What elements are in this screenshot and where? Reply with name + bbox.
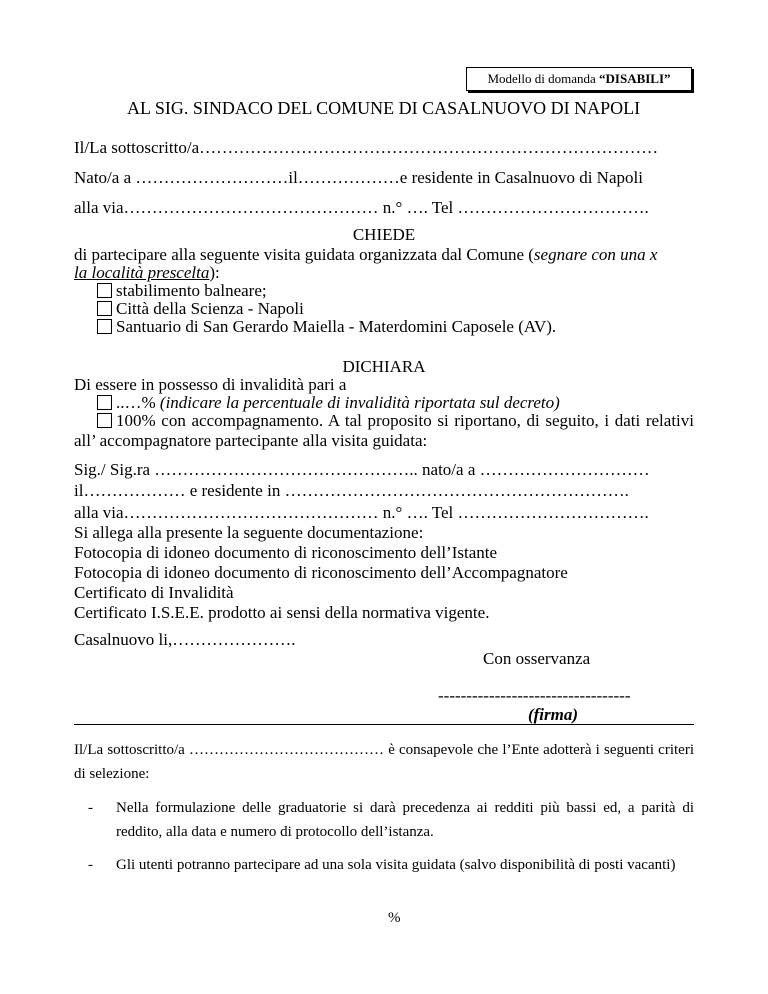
- attachment-item: Fotocopia di idoneo documento di riconoscimento dell’Istante: [74, 543, 498, 562]
- option-label: Città della Scienza - Napoli: [116, 299, 304, 318]
- dichiara-heading: DICHIARA: [342, 357, 426, 376]
- criteria-bullet: Nella formulazione delle graduatorie si darà precedenza ai redditi più bassi ed, a parità di reddito, alla data e numero di protocollo dell’istanza.: [116, 800, 694, 840]
- bullet-marker: -: [88, 857, 93, 873]
- companion-name-line: Sig./ Sig.ra ……………………………………….. nato/a a …………………………: [74, 460, 650, 479]
- request-text-main: di partecipare alla seguente visita guidata organizzata dal Comune (: [74, 245, 534, 264]
- percentage-blank: ..…%: [116, 393, 156, 412]
- criteria-bullet: Gli utenti potranno partecipare ad una sola visita guidata (salvo disponibilità di posti vacanti): [116, 857, 676, 873]
- request-text-cont: [74, 263, 220, 283]
- request-text-italic: segnare con una x: [533, 245, 658, 264]
- place-date-line: Casalnuovo li,………………….: [74, 630, 296, 649]
- criteria-intro: Il/La sottoscritto/a ………………………………… è consapevole che l’Ente adotterà i seguenti criteri di selezione:: [74, 742, 694, 782]
- chiede-heading: CHIEDE: [352, 225, 416, 244]
- applicant-address-line: alla via……………………………………… n.° …. Tel …………………………….: [74, 198, 649, 217]
- bullet-marker: -: [88, 800, 93, 816]
- form-model-label: Modello di domanda: [487, 71, 600, 86]
- option-label: Santuario di San Gerardo Maiella - Materdomini Caposele (AV).: [116, 317, 557, 336]
- form-model-tag: “DISABILI”: [599, 71, 671, 86]
- option-santuario[interactable]: [97, 317, 556, 337]
- attachment-item: Certificato I.S.E.E. prodotto ai sensi della normativa vigente.: [74, 603, 490, 622]
- footer-mark: %: [388, 910, 401, 926]
- option-label: stabilimento balneare;: [116, 281, 267, 300]
- accompaniment-label: 100% con accompagnamento. A tal proposito si riportano, di seguito, i dati relativi all’ accompagnatore partecipante alla visita guidata:: [74, 411, 694, 450]
- checkbox[interactable]: [97, 283, 112, 298]
- signature-label: (firma): [527, 705, 579, 724]
- signature-dash-line: ----------------------------------: [438, 686, 631, 705]
- request-text: [74, 245, 657, 265]
- closing-text: Con osservanza: [483, 649, 591, 668]
- option-accompaniment[interactable]: [74, 411, 694, 451]
- section-divider: [74, 724, 694, 725]
- applicant-name-line: Il/La sottoscritto/a………………………………………………………………………: [74, 138, 659, 157]
- checkbox[interactable]: [97, 413, 112, 428]
- option-citta-scienza[interactable]: [97, 299, 304, 319]
- applicant-birth-line: Nato/a a ………………………il………………e residente in Casalnuovo di Napoli: [74, 168, 643, 187]
- percentage-note: (indicare la percentuale di invalidità riportata sul decreto): [159, 393, 560, 412]
- companion-residence-line: il……………… e residente in …………………………………………………….: [74, 481, 629, 500]
- form-model-badge: [466, 67, 692, 91]
- checkbox[interactable]: [97, 319, 112, 334]
- declaration-intro: Di essere in possesso di invalidità pari a: [74, 375, 347, 394]
- attachments-intro: Si allega alla presente la seguente documentazione:: [74, 523, 424, 542]
- attachment-item: Certificato di Invalidità: [74, 583, 234, 602]
- request-text-underlined: la località prescelta: [74, 263, 210, 282]
- checkbox[interactable]: [97, 395, 112, 410]
- option-stabilimento[interactable]: [97, 281, 267, 301]
- checkbox[interactable]: [97, 301, 112, 316]
- companion-address-line: alla via……………………………………… n.° …. Tel …………………………….: [74, 503, 649, 522]
- addressee-heading: AL SIG. SINDACO DEL COMUNE DI CASALNUOVO DI NAPOLI: [127, 98, 641, 118]
- option-percentage[interactable]: [97, 393, 560, 413]
- request-text-end: ):: [209, 263, 220, 282]
- attachment-item: Fotocopia di idoneo documento di riconoscimento dell’Accompagnatore: [74, 563, 568, 582]
